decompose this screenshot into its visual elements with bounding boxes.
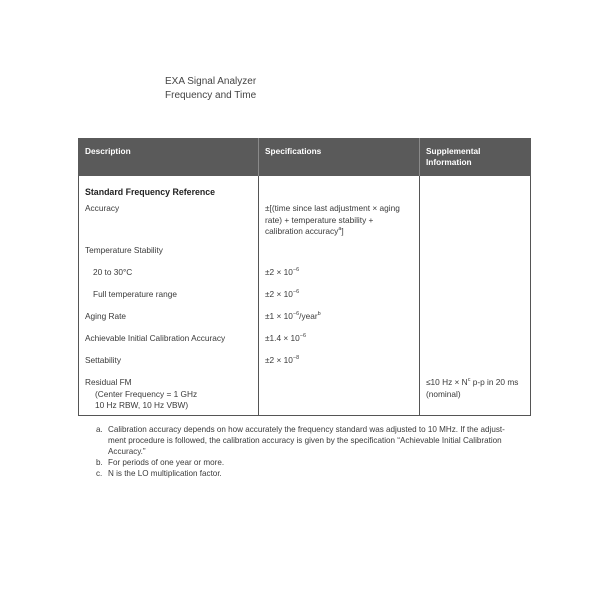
row-label-residual-fm: Residual FM (Center Frequency = 1 GHz 10 Hz RBW, 10 Hz VBW) — [85, 377, 198, 410]
table-row — [79, 176, 531, 200]
table-row — [79, 309, 531, 331]
table-header-row — [79, 139, 531, 176]
specifications-table — [78, 138, 531, 416]
row-label-temperature-stability: Temperature Stability — [85, 245, 163, 255]
table-row — [79, 331, 531, 353]
column-header-specifications: Specifications — [259, 139, 420, 176]
row-label-aging-rate: Aging Rate — [85, 311, 127, 321]
footnote-b: b. For periods of one year or more. — [96, 458, 225, 467]
page-header — [165, 75, 256, 103]
footnote-c: c. N is the LO multiplication factor. — [96, 469, 222, 478]
header-product-name: EXA Signal Analyzer — [165, 76, 257, 87]
header-section-name: Frequency and Time — [165, 90, 257, 101]
table-row — [79, 199, 531, 243]
row-spec-aging-rate: $\pm 1 \times 10^{-6}/year^b$ — [259, 309, 420, 331]
row-label-initial-calibration: Achievable Initial Calibration Accuracy — [85, 333, 226, 343]
table-row — [79, 265, 531, 287]
table-row — [79, 353, 531, 375]
table-row — [79, 375, 531, 416]
row-spec-initial-calibration: $\pm 1.4 \times 10^{-6}$ — [259, 331, 420, 353]
table-row — [79, 287, 531, 309]
column-header-description: Description — [79, 139, 259, 176]
row-label-20-to-30c: 20 to 30°C — [93, 267, 133, 277]
table-row — [79, 243, 531, 265]
row-spec-20-to-30c: $\pm 2 \times 10^{-6}$ — [259, 265, 420, 287]
row-label-full-temperature-range: Full temperature range — [93, 289, 177, 299]
footnote-a: a. Calibration accuracy depends on how accurately the frequency standard was adjusted to 10 MHz. If the adjust- ment procedure is followed, the calibration accuracy is given by the specification “Achievable Initial Calibration Accuracy.” — [96, 425, 505, 456]
row-supplemental-residual-fm: ≤10 $Hz \times N^c$ p-p in 20 ms (nominal) — [420, 375, 531, 416]
row-label-settability: Settability — [85, 355, 121, 365]
row-spec-full-temperature-range: $\pm 2 \times 10^{-6}$ — [259, 287, 420, 309]
footnotes — [96, 424, 536, 479]
column-header-supplemental: Supplemental Information — [420, 139, 531, 176]
group-title: Standard Frequency Reference — [85, 187, 216, 197]
row-spec-settability: $\pm 2 \times 10^{-8}$ — [259, 353, 420, 375]
row-label-accuracy: Accuracy — [85, 203, 120, 213]
row-spec-accuracy: ±[(time since last adjustment × aging rate) + temperature stability + calibration accuracy$^a$] — [259, 199, 420, 243]
